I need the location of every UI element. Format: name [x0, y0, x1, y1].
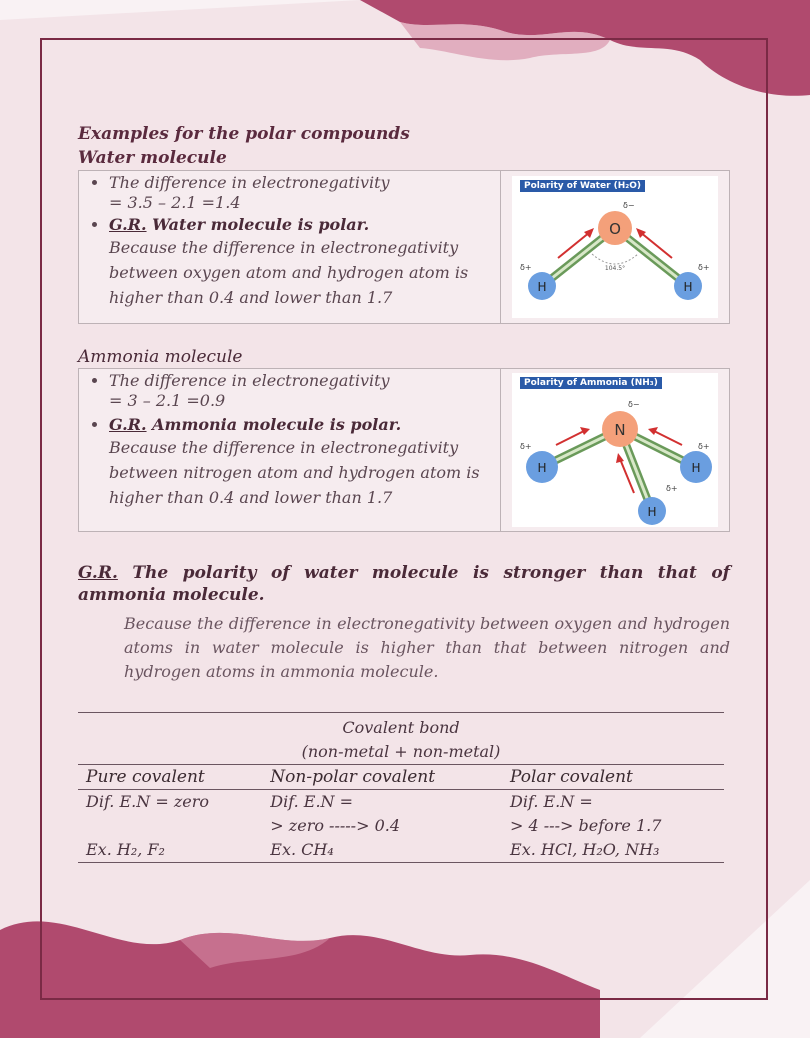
table-title: Covalent bond: [78, 713, 724, 741]
header-pure: Pure covalent: [78, 765, 262, 790]
water-because: Because the difference in electronegativity between oxygen atom and hydrogen atom is higher than 0.4 and lower than 1.7: [109, 238, 469, 307]
water-gr-prefix: G.R.: [109, 215, 147, 234]
cell-r2-c2: > zero -----> 0.4: [270, 816, 401, 835]
cell-r2-c3: > 4 ---> before 1.7: [510, 816, 662, 835]
header-nonpolar: Non-polar covalent: [262, 765, 502, 790]
ammonia-bullet-1: [109, 371, 494, 411]
water-box: [78, 170, 730, 324]
ammonia-bullet-1-line-1: • The difference in electronegativity: [109, 371, 390, 390]
water-bullet-2: [109, 215, 494, 310]
ammonia-gr-text: Ammonia molecule is polar.: [146, 415, 402, 434]
ammonia-image: [501, 369, 729, 531]
water-text: [79, 171, 501, 323]
comparison-gr-prefix: G.R.: [78, 563, 118, 583]
ammonia-n-label: N: [614, 421, 626, 439]
cell-r3-c1: Ex. H₂, F₂: [78, 838, 262, 863]
water-title: Water molecule: [78, 148, 227, 168]
ammonia-h-label-1: H: [537, 461, 547, 475]
ammonia-delta-minus: δ−: [628, 400, 640, 409]
water-bullet-1-line-2: = 3.5 – 2.1 =1.4: [109, 193, 241, 212]
water-h-label-1: H: [537, 280, 547, 294]
page-heading: Examples for the polar compounds: [78, 124, 410, 144]
ammonia-title: Ammonia molecule: [78, 347, 243, 367]
water-delta-plus-1: δ+: [520, 263, 532, 272]
cell-r1-c2: Dif. E.N =: [270, 792, 354, 811]
water-image: [501, 171, 729, 323]
header-polar: Polar covalent: [502, 765, 724, 790]
comparison-gr-text: The polarity of water molecule is stronger than that of ammonia molecule.: [78, 563, 730, 605]
water-delta-minus: δ−: [623, 201, 635, 210]
ammonia-molecule-svg: [512, 373, 718, 527]
water-bullet-1-line-1: • The difference in electronegativity: [109, 173, 390, 192]
cell-r1-c1: Dif. E.N = zero: [86, 792, 209, 811]
water-angle: 104.5°: [604, 265, 626, 272]
ammonia-delta-plus-2: δ+: [698, 442, 710, 451]
ammonia-text: [79, 369, 501, 531]
water-image-title: Polarity of Water (H₂O): [520, 180, 645, 192]
ammonia-box: [78, 368, 730, 532]
ammonia-h-label-2: H: [691, 461, 701, 475]
ammonia-because: Because the difference in electronegativity between nitrogen atom and hydrogen atom is higher than 0.4 and lower than 1.7: [109, 438, 480, 507]
cell-r3-c2: Ex. CH₄: [262, 838, 502, 863]
water-h-label-2: H: [683, 280, 693, 294]
water-gr-text: Water molecule is polar.: [146, 215, 370, 234]
ammonia-bullet-2: [109, 415, 494, 510]
water-delta-plus-2: δ+: [698, 263, 710, 272]
water-o-label: O: [609, 220, 621, 238]
ammonia-bullet-1-line-2: = 3 – 2.1 =0.9: [109, 391, 226, 410]
ammonia-gr-prefix: G.R.: [109, 415, 147, 434]
document-content: [78, 122, 730, 863]
water-diagram: [512, 176, 718, 318]
water-bullet-1: [109, 173, 494, 213]
water-molecule-svg: [512, 176, 718, 318]
comparison-question: [78, 562, 730, 606]
table-subtitle: (non-metal + non-metal): [301, 742, 501, 761]
cell-r2-c1: [78, 814, 262, 838]
ammonia-delta-plus-1: δ+: [520, 442, 532, 451]
ammonia-h-label-3: H: [647, 505, 657, 519]
water-gr: [109, 215, 369, 234]
ammonia-image-title: Polarity of Ammonia (NH₃): [520, 377, 662, 389]
ammonia-gr: [109, 415, 401, 434]
covalent-bond-table: [78, 712, 724, 863]
ammonia-delta-plus-3: δ+: [666, 484, 678, 493]
comparison-because: Because the difference in electronegativity between oxygen and hydrogen atoms in water molecule is higher than that between nitrogen and hydrogen atoms in ammonia molecule.: [124, 614, 730, 681]
ammonia-diagram: [512, 373, 718, 527]
cell-r3-c3: Ex. HCl, H₂O, NH₃: [502, 838, 724, 863]
cell-r1-c3: Dif. E.N =: [510, 792, 593, 811]
